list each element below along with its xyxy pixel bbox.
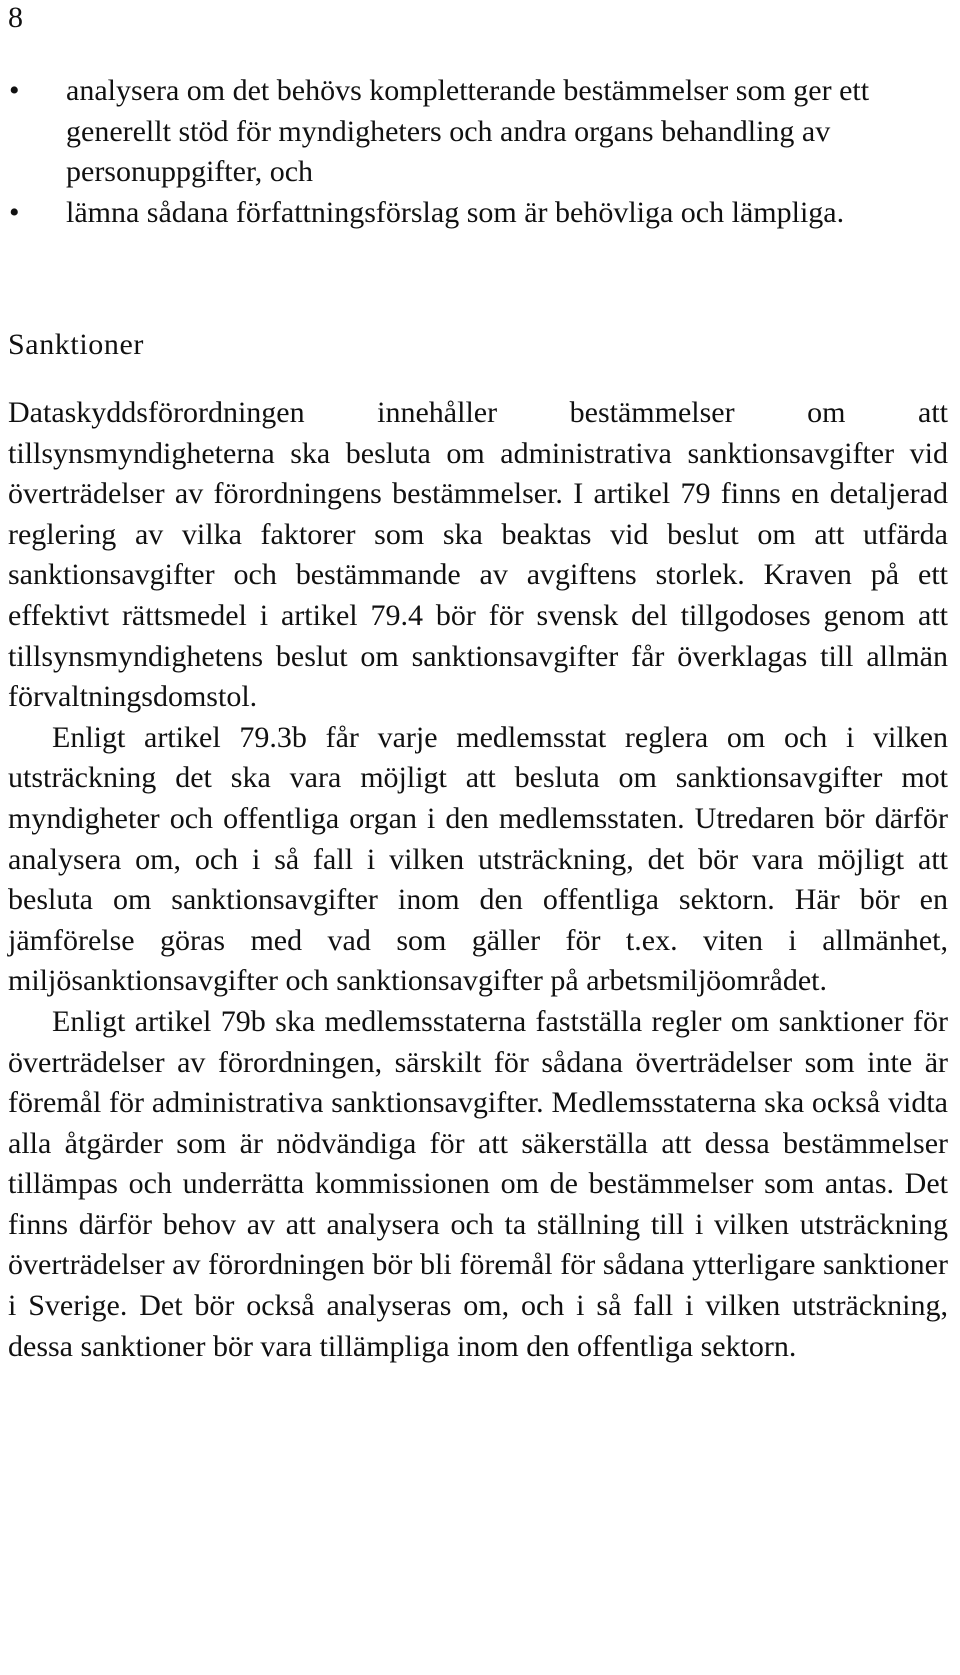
bullet-item (0, 193, 960, 234)
paragraph: Enligt artikel 79.3b får varje medlemsstat reglera om och i vilken utsträckning det ska vara möjligt att besluta om sanktionsavgifter mot myndigheter och offentliga organ i den medlemsstaten. Utredaren bör därför analysera om, och i så fall i vilken utsträckning, det bör vara möjligt att besluta om sanktionsavgifter inom den offentliga sektorn. Här bör en jämförelse göras med vad som gäller för t.ex. viten i allmänhet, miljösanktionsavgifter och sanktionsavgifter på arbetsmiljöområdet. (8, 720, 948, 998)
paragraph: Dataskyddsförordningen innehåller bestämmelser om att tillsynsmyndigheterna ska besluta om administrativa sanktionsavgifter vid överträdelser av förordningens bestämmelser. I artikel 79 finns en detaljerad reglering av vilka faktorer som ska beaktas vid beslut om att utfärda sanktionsavgifter och bestämmande av avgiftens storlek. Kraven på ett effektivt rättsmedel i artikel 79.4 bör för svensk del tillgodoses genom att tillsynsmyndighetens beslut om sanktionsavgifter får överklagas till allmän förvaltningsdomstol. (8, 396, 948, 714)
bullet-marker: • (9, 195, 20, 229)
bullet-item (0, 71, 960, 193)
paragraph: Enligt artikel 79b ska medlemsstaterna fastställa regler om sanktioner för överträdelser av förordningen, särskilt för sådana överträdelser som inte är föremål för administrativa sanktionsavgifter. Medlemsstaterna ska också vidta alla åtgärder som är nödvändiga för att säkerställa att dessa bestämmelser tillämpas och underrätta kommissionen om de bestämmelser som antas. Det finns därför behov av att analysera och ta ställning till i vilken utsträckning överträdelser av förordningen bör bli föremål för sådana ytterligare sanktioner i Sverige. Det bör också analyseras om, och i så fall i vilken utsträckning, dessa sanktioner bör vara tillämpliga inom den offentliga sektorn. (8, 1004, 948, 1363)
bullet-text: analysera om det behövs kompletterande bestämmelser som ger ett generellt stöd för myndigheters och andra organs behandling av personuppgifter, och (66, 74, 870, 188)
section-body (8, 393, 948, 1367)
bullet-text: lämna sådana författningsförslag som är behövliga och lämpliga. (66, 195, 845, 229)
section-heading: Sanktioner (8, 328, 144, 361)
bullet-list (0, 71, 960, 233)
page-number: 8 (8, 1, 23, 34)
bullet-marker: • (9, 74, 20, 107)
